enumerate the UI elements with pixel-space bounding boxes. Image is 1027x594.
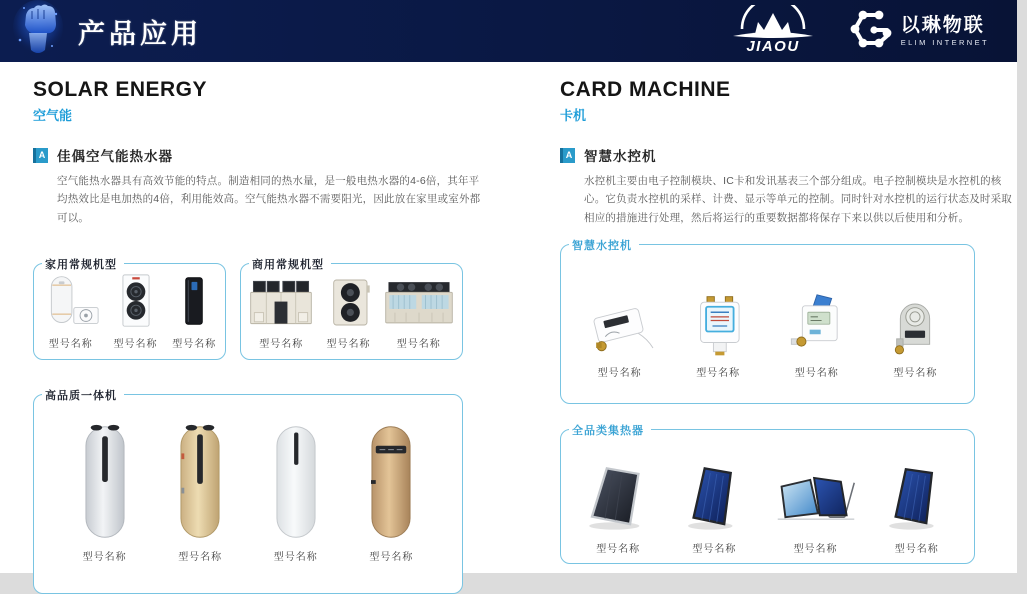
- page-header: [0, 0, 1017, 62]
- model-name-label: 型号名称: [326, 339, 371, 351]
- panel-collectors-label: 全品类集热器: [569, 422, 651, 438]
- section-solar-energy: [33, 78, 483, 594]
- item-a-badge: A: [560, 148, 575, 163]
- product-tank-silver: [80, 421, 130, 563]
- model-name-label: 型号名称: [794, 368, 839, 380]
- product-water-controller-angled: [580, 293, 660, 379]
- panel-commercial-models: [240, 259, 463, 360]
- cabinet-image: [108, 272, 164, 330]
- svg-text:JIAOU: JIAOU: [746, 37, 800, 53]
- product-water-controller-card: [777, 293, 857, 379]
- product-water-meter-round: [875, 293, 955, 379]
- panel-premium-label: 高品质一体机: [42, 387, 124, 403]
- collector-blue-image: [675, 463, 753, 535]
- card-section-subtitle: 卡机: [560, 108, 587, 123]
- product-water-controller-screen: [678, 293, 758, 379]
- product-collector-frame-pair: [772, 463, 860, 555]
- fist-energy-icon: [12, 0, 64, 63]
- wide-commercial-image: [382, 275, 456, 330]
- elim-name-cn: 以琳物联: [900, 14, 985, 36]
- model-name-label: 型号名称: [396, 339, 441, 351]
- model-name-label: 型号名称: [259, 339, 304, 351]
- water-controller-3-image: [777, 293, 857, 359]
- model-name-label: 型号名称: [894, 544, 939, 556]
- model-name-label: 型号名称: [793, 544, 838, 556]
- commercial-unit-image: [247, 275, 315, 330]
- panel-premium-allinone: [33, 390, 463, 594]
- collector-frame-image: [772, 463, 860, 535]
- product-cabinet-two-fans: [108, 272, 164, 350]
- tank-bronze-image: [366, 421, 416, 543]
- water-controller-description: 水控机主要由电子控制模块、IC卡和发讯基表三个部分组成。电子控制模块是水控机的核心。它负责水控机的采样、计费、显示等单元的控制。同时针对水控机的运行状态及时采取相应的措施进行处理，然后将运行的重要数据都将保存下来以供以后使用和分析。: [584, 175, 1012, 224]
- solar-section-title: SOLAR ENERGY: [33, 78, 208, 101]
- collector-blue-2-image: [878, 463, 956, 535]
- tank-white-image: [271, 421, 321, 543]
- model-name-label: 型号名称: [597, 368, 642, 380]
- elim-name-en: ELIM INTERNET: [900, 37, 989, 47]
- solar-section-subtitle: 空气能: [33, 108, 73, 123]
- product-wide-commercial-unit: [382, 275, 456, 350]
- model-name-label: 型号名称: [48, 339, 93, 351]
- product-commercial-top-fans: [247, 275, 315, 350]
- panel-water-label: 智慧水控机: [569, 237, 639, 253]
- product-black-tower: [169, 272, 219, 350]
- tank-outdoor-image: [40, 272, 102, 330]
- model-name-label: 型号名称: [172, 339, 217, 351]
- model-name-label: 型号名称: [696, 368, 741, 380]
- product-collector-blue: [675, 463, 753, 555]
- model-name-label: 型号名称: [82, 552, 127, 564]
- panel-solar-collectors: [560, 425, 975, 564]
- model-name-label: 型号名称: [113, 339, 158, 351]
- panel-home-models-label: 家用常规机型: [42, 256, 124, 272]
- water-controller-4-image: [875, 293, 955, 359]
- elim-logo: [850, 8, 989, 55]
- product-collector-blue-2: [878, 463, 956, 555]
- panel-commercial-models-label: 商用常规机型: [249, 256, 331, 272]
- model-name-label: 型号名称: [893, 368, 938, 380]
- panel-smart-water-controllers: [560, 240, 975, 404]
- panel-home-models: [33, 259, 226, 360]
- jiaou-logo: [730, 5, 816, 58]
- model-name-label: 型号名称: [178, 552, 223, 564]
- heat-pump-description: 空气能热水器具有高效节能的特点。制造相同的热水量，是一般电热水器的4-6倍，其年平均热效比是电加热的4倍，利用能效高。空气能热水器不需要阳光，因此放在家里或室外都可以。: [57, 175, 481, 224]
- collector-dark-image: [579, 463, 657, 535]
- elim-g-icon: [850, 8, 892, 55]
- product-tank-outdoor-unit: [40, 272, 102, 350]
- water-controller-item-title: 智慧水控机: [584, 149, 657, 164]
- model-name-label: 型号名称: [369, 552, 414, 564]
- product-collector-dark: [579, 463, 657, 555]
- model-name-label: 型号名称: [596, 544, 641, 556]
- product-tank-white: [271, 421, 321, 563]
- product-tank-gold: [175, 421, 225, 563]
- tank-silver-image: [80, 421, 130, 543]
- product-box-two-front-fans: [322, 275, 376, 350]
- page-title: 产品应用: [78, 18, 202, 49]
- black-tower-image: [169, 272, 219, 330]
- water-controller-1-image: [580, 293, 660, 359]
- card-section-title: CARD MACHINE: [560, 78, 731, 101]
- item-a-badge: A: [33, 148, 48, 163]
- heat-pump-item-title: 佳偶空气能热水器: [57, 149, 173, 164]
- model-name-label: 型号名称: [692, 544, 737, 556]
- section-card-machine: [560, 78, 1012, 564]
- tank-gold-image: [175, 421, 225, 543]
- water-controller-2-image: [678, 293, 758, 359]
- model-name-label: 型号名称: [273, 552, 318, 564]
- product-tank-bronze: [366, 421, 416, 563]
- box-fan-unit-image: [322, 275, 376, 330]
